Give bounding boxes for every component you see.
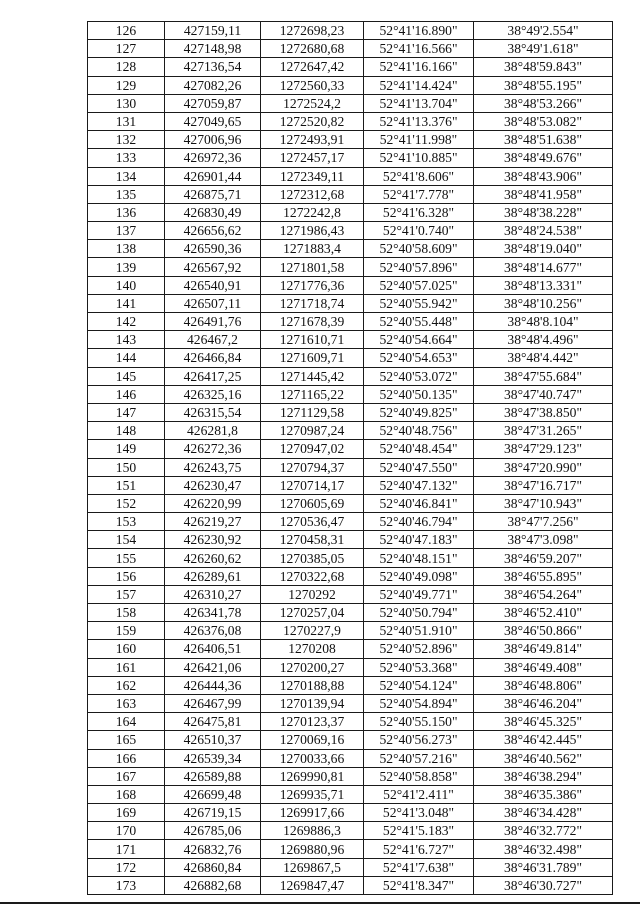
- table-row: [88, 749, 613, 767]
- longitude-cell: 38°47'38.850": [474, 403, 613, 421]
- table-row: [88, 422, 613, 440]
- longitude-cell: 38°47'10.943": [474, 494, 613, 512]
- y-coordinate-cell: 1269990,81: [261, 767, 364, 785]
- longitude-cell: 38°48'41.958": [474, 185, 613, 203]
- table-row: [88, 640, 613, 658]
- x-coordinate-cell: 426860,84: [165, 858, 261, 876]
- point-number-cell: 165: [88, 731, 165, 749]
- latitude-cell: 52°41'16.566": [364, 40, 474, 58]
- longitude-cell: 38°47'3.098": [474, 531, 613, 549]
- x-coordinate-cell: 427148,98: [165, 40, 261, 58]
- y-coordinate-cell: 1271445,42: [261, 367, 364, 385]
- point-number-cell: 153: [88, 513, 165, 531]
- latitude-cell: 52°40'47.132": [364, 476, 474, 494]
- latitude-cell: 52°40'54.124": [364, 676, 474, 694]
- x-coordinate-cell: 426315,54: [165, 403, 261, 421]
- latitude-cell: 52°40'57.896": [364, 258, 474, 276]
- x-coordinate-cell: 427082,26: [165, 76, 261, 94]
- point-number-cell: 142: [88, 313, 165, 331]
- y-coordinate-cell: 1271609,71: [261, 349, 364, 367]
- y-coordinate-cell: 1271776,36: [261, 276, 364, 294]
- longitude-cell: 38°46'35.386": [474, 785, 613, 803]
- table-row: [88, 840, 613, 858]
- longitude-cell: 38°46'49.408": [474, 658, 613, 676]
- y-coordinate-cell: 1272680,68: [261, 40, 364, 58]
- x-coordinate-cell: 426376,08: [165, 622, 261, 640]
- table-row: [88, 622, 613, 640]
- y-coordinate-cell: 1271678,39: [261, 313, 364, 331]
- table-row: [88, 785, 613, 803]
- table-row: [88, 767, 613, 785]
- longitude-cell: 38°48'19.040": [474, 240, 613, 258]
- y-coordinate-cell: 1272457,17: [261, 149, 364, 167]
- longitude-cell: 38°46'50.866": [474, 622, 613, 640]
- y-coordinate-cell: 1271801,58: [261, 258, 364, 276]
- latitude-cell: 52°40'54.664": [364, 331, 474, 349]
- latitude-cell: 52°40'50.794": [364, 604, 474, 622]
- longitude-cell: 38°46'52.410": [474, 604, 613, 622]
- point-number-cell: 136: [88, 203, 165, 221]
- x-coordinate-cell: 426830,49: [165, 203, 261, 221]
- table-row: [88, 458, 613, 476]
- y-coordinate-cell: 1270033,66: [261, 749, 364, 767]
- x-coordinate-cell: 426421,06: [165, 658, 261, 676]
- point-number-cell: 156: [88, 567, 165, 585]
- y-coordinate-cell: 1270200,27: [261, 658, 364, 676]
- table-row: [88, 804, 613, 822]
- table-row: [88, 94, 613, 112]
- table-row: [88, 167, 613, 185]
- x-coordinate-cell: 427049,65: [165, 112, 261, 130]
- x-coordinate-cell: 426417,25: [165, 367, 261, 385]
- x-coordinate-cell: 426719,15: [165, 804, 261, 822]
- x-coordinate-cell: 426491,76: [165, 313, 261, 331]
- y-coordinate-cell: 1272647,42: [261, 58, 364, 76]
- latitude-cell: 52°41'2.411": [364, 785, 474, 803]
- y-coordinate-cell: 1271165,22: [261, 385, 364, 403]
- x-coordinate-cell: 426325,16: [165, 385, 261, 403]
- point-number-cell: 132: [88, 131, 165, 149]
- table-row: [88, 313, 613, 331]
- latitude-cell: 52°41'8.347": [364, 876, 474, 894]
- point-number-cell: 171: [88, 840, 165, 858]
- point-number-cell: 154: [88, 531, 165, 549]
- x-coordinate-cell: 426901,44: [165, 167, 261, 185]
- longitude-cell: 38°47'29.123": [474, 440, 613, 458]
- longitude-cell: 38°47'16.717": [474, 476, 613, 494]
- point-number-cell: 146: [88, 385, 165, 403]
- longitude-cell: 38°46'34.428": [474, 804, 613, 822]
- y-coordinate-cell: 1270385,05: [261, 549, 364, 567]
- latitude-cell: 52°40'50.135": [364, 385, 474, 403]
- y-coordinate-cell: 1270188,88: [261, 676, 364, 694]
- point-number-cell: 143: [88, 331, 165, 349]
- latitude-cell: 52°40'55.448": [364, 313, 474, 331]
- table-row: [88, 658, 613, 676]
- table-row: [88, 149, 613, 167]
- point-number-cell: 129: [88, 76, 165, 94]
- y-coordinate-cell: 1269867,5: [261, 858, 364, 876]
- latitude-cell: 52°41'10.885": [364, 149, 474, 167]
- latitude-cell: 52°40'58.858": [364, 767, 474, 785]
- x-coordinate-cell: 426230,92: [165, 531, 261, 549]
- point-number-cell: 160: [88, 640, 165, 658]
- point-number-cell: 162: [88, 676, 165, 694]
- y-coordinate-cell: 1270227,9: [261, 622, 364, 640]
- latitude-cell: 52°40'53.072": [364, 367, 474, 385]
- y-coordinate-cell: 1270714,17: [261, 476, 364, 494]
- longitude-cell: 38°48'55.195": [474, 76, 613, 94]
- y-coordinate-cell: 1269886,3: [261, 822, 364, 840]
- latitude-cell: 52°41'7.778": [364, 185, 474, 203]
- latitude-cell: 52°41'0.740": [364, 222, 474, 240]
- longitude-cell: 38°48'24.538": [474, 222, 613, 240]
- longitude-cell: 38°48'53.266": [474, 94, 613, 112]
- table-row: [88, 112, 613, 130]
- point-number-cell: 150: [88, 458, 165, 476]
- coordinates-table-body: [88, 22, 613, 895]
- table-row: [88, 549, 613, 567]
- table-row: [88, 440, 613, 458]
- x-coordinate-cell: 426785,06: [165, 822, 261, 840]
- longitude-cell: 38°48'4.496": [474, 331, 613, 349]
- x-coordinate-cell: 426540,91: [165, 276, 261, 294]
- x-coordinate-cell: 426243,75: [165, 458, 261, 476]
- longitude-cell: 38°46'30.727": [474, 876, 613, 894]
- x-coordinate-cell: 426567,92: [165, 258, 261, 276]
- table-row: [88, 222, 613, 240]
- x-coordinate-cell: 426832,76: [165, 840, 261, 858]
- y-coordinate-cell: 1271883,4: [261, 240, 364, 258]
- latitude-cell: 52°40'47.183": [364, 531, 474, 549]
- point-number-cell: 172: [88, 858, 165, 876]
- point-number-cell: 169: [88, 804, 165, 822]
- y-coordinate-cell: 1270257,04: [261, 604, 364, 622]
- longitude-cell: 38°46'38.294": [474, 767, 613, 785]
- y-coordinate-cell: 1272493,91: [261, 131, 364, 149]
- y-coordinate-cell: 1270208: [261, 640, 364, 658]
- point-number-cell: 128: [88, 58, 165, 76]
- longitude-cell: 38°46'32.772": [474, 822, 613, 840]
- y-coordinate-cell: 1270139,94: [261, 694, 364, 712]
- point-number-cell: 141: [88, 294, 165, 312]
- y-coordinate-cell: 1270794,37: [261, 458, 364, 476]
- table-row: [88, 604, 613, 622]
- x-coordinate-cell: 426539,34: [165, 749, 261, 767]
- point-number-cell: 139: [88, 258, 165, 276]
- latitude-cell: 52°41'6.727": [364, 840, 474, 858]
- point-number-cell: 168: [88, 785, 165, 803]
- x-coordinate-cell: 426230,47: [165, 476, 261, 494]
- latitude-cell: 52°40'57.216": [364, 749, 474, 767]
- longitude-cell: 38°46'45.325": [474, 713, 613, 731]
- point-number-cell: 163: [88, 694, 165, 712]
- x-coordinate-cell: 426219,27: [165, 513, 261, 531]
- footer-rule: [0, 902, 640, 904]
- longitude-cell: 38°49'1.618": [474, 40, 613, 58]
- point-number-cell: 144: [88, 349, 165, 367]
- point-number-cell: 170: [88, 822, 165, 840]
- table-row: [88, 22, 613, 40]
- latitude-cell: 52°41'3.048": [364, 804, 474, 822]
- y-coordinate-cell: 1271986,43: [261, 222, 364, 240]
- point-number-cell: 135: [88, 185, 165, 203]
- latitude-cell: 52°41'13.376": [364, 112, 474, 130]
- y-coordinate-cell: 1270536,47: [261, 513, 364, 531]
- y-coordinate-cell: 1271610,71: [261, 331, 364, 349]
- table-row: [88, 567, 613, 585]
- latitude-cell: 52°40'56.273": [364, 731, 474, 749]
- table-row: [88, 276, 613, 294]
- longitude-cell: 38°48'4.442": [474, 349, 613, 367]
- latitude-cell: 52°41'6.328": [364, 203, 474, 221]
- longitude-cell: 38°48'14.677": [474, 258, 613, 276]
- longitude-cell: 38°46'49.814": [474, 640, 613, 658]
- latitude-cell: 52°40'57.025": [364, 276, 474, 294]
- x-coordinate-cell: 426475,81: [165, 713, 261, 731]
- y-coordinate-cell: 1272520,82: [261, 112, 364, 130]
- y-coordinate-cell: 1270322,68: [261, 567, 364, 585]
- longitude-cell: 38°48'10.256": [474, 294, 613, 312]
- point-number-cell: 130: [88, 94, 165, 112]
- point-number-cell: 127: [88, 40, 165, 58]
- latitude-cell: 52°41'11.998": [364, 131, 474, 149]
- table-row: [88, 349, 613, 367]
- x-coordinate-cell: 426272,36: [165, 440, 261, 458]
- x-coordinate-cell: 426289,61: [165, 567, 261, 585]
- latitude-cell: 52°40'48.756": [364, 422, 474, 440]
- table-row: [88, 331, 613, 349]
- point-number-cell: 166: [88, 749, 165, 767]
- longitude-cell: 38°46'54.264": [474, 585, 613, 603]
- x-coordinate-cell: 426590,36: [165, 240, 261, 258]
- x-coordinate-cell: 427136,54: [165, 58, 261, 76]
- longitude-cell: 38°48'51.638": [474, 131, 613, 149]
- latitude-cell: 52°40'46.841": [364, 494, 474, 512]
- latitude-cell: 52°40'48.151": [364, 549, 474, 567]
- x-coordinate-cell: 426589,88: [165, 767, 261, 785]
- point-number-cell: 148: [88, 422, 165, 440]
- table-row: [88, 131, 613, 149]
- point-number-cell: 152: [88, 494, 165, 512]
- longitude-cell: 38°47'7.256": [474, 513, 613, 531]
- x-coordinate-cell: 426220,99: [165, 494, 261, 512]
- x-coordinate-cell: 426972,36: [165, 149, 261, 167]
- longitude-cell: 38°46'31.789": [474, 858, 613, 876]
- table-row: [88, 240, 613, 258]
- y-coordinate-cell: 1270458,31: [261, 531, 364, 549]
- longitude-cell: 38°47'31.265": [474, 422, 613, 440]
- point-number-cell: 126: [88, 22, 165, 40]
- point-number-cell: 145: [88, 367, 165, 385]
- point-number-cell: 133: [88, 149, 165, 167]
- table-row: [88, 40, 613, 58]
- table-row: [88, 476, 613, 494]
- point-number-cell: 164: [88, 713, 165, 731]
- latitude-cell: 52°40'49.098": [364, 567, 474, 585]
- y-coordinate-cell: 1271718,74: [261, 294, 364, 312]
- y-coordinate-cell: 1270123,37: [261, 713, 364, 731]
- table-row: [88, 513, 613, 531]
- x-coordinate-cell: 426875,71: [165, 185, 261, 203]
- x-coordinate-cell: 426341,78: [165, 604, 261, 622]
- y-coordinate-cell: 1269917,66: [261, 804, 364, 822]
- latitude-cell: 52°40'52.896": [364, 640, 474, 658]
- latitude-cell: 52°40'55.942": [364, 294, 474, 312]
- point-number-cell: 157: [88, 585, 165, 603]
- y-coordinate-cell: 1272349,11: [261, 167, 364, 185]
- y-coordinate-cell: 1272524,2: [261, 94, 364, 112]
- table-row: [88, 676, 613, 694]
- point-number-cell: 149: [88, 440, 165, 458]
- longitude-cell: 38°49'2.554": [474, 22, 613, 40]
- latitude-cell: 52°41'5.183": [364, 822, 474, 840]
- longitude-cell: 38°46'46.204": [474, 694, 613, 712]
- table-row: [88, 822, 613, 840]
- latitude-cell: 52°40'49.771": [364, 585, 474, 603]
- latitude-cell: 52°41'13.704": [364, 94, 474, 112]
- y-coordinate-cell: 1269935,71: [261, 785, 364, 803]
- y-coordinate-cell: 1272242,8: [261, 203, 364, 221]
- point-number-cell: 131: [88, 112, 165, 130]
- latitude-cell: 52°41'16.890": [364, 22, 474, 40]
- latitude-cell: 52°40'54.653": [364, 349, 474, 367]
- x-coordinate-cell: 427006,96: [165, 131, 261, 149]
- table-row: [88, 76, 613, 94]
- table-row: [88, 531, 613, 549]
- table-row: [88, 58, 613, 76]
- x-coordinate-cell: 426467,2: [165, 331, 261, 349]
- longitude-cell: 38°46'32.498": [474, 840, 613, 858]
- point-number-cell: 167: [88, 767, 165, 785]
- latitude-cell: 52°41'14.424": [364, 76, 474, 94]
- x-coordinate-cell: 426260,62: [165, 549, 261, 567]
- longitude-cell: 38°47'20.990": [474, 458, 613, 476]
- latitude-cell: 52°41'7.638": [364, 858, 474, 876]
- y-coordinate-cell: 1270605,69: [261, 494, 364, 512]
- latitude-cell: 52°41'16.166": [364, 58, 474, 76]
- longitude-cell: 38°48'49.676": [474, 149, 613, 167]
- x-coordinate-cell: 427159,11: [165, 22, 261, 40]
- latitude-cell: 52°40'46.794": [364, 513, 474, 531]
- table-row: [88, 694, 613, 712]
- longitude-cell: 38°46'59.207": [474, 549, 613, 567]
- latitude-cell: 52°40'49.825": [364, 403, 474, 421]
- x-coordinate-cell: 426656,62: [165, 222, 261, 240]
- latitude-cell: 52°40'55.150": [364, 713, 474, 731]
- x-coordinate-cell: 426281,8: [165, 422, 261, 440]
- x-coordinate-cell: 426699,48: [165, 785, 261, 803]
- point-number-cell: 161: [88, 658, 165, 676]
- latitude-cell: 52°41'8.606": [364, 167, 474, 185]
- table-row: [88, 876, 613, 894]
- table-row: [88, 403, 613, 421]
- point-number-cell: 138: [88, 240, 165, 258]
- point-number-cell: 173: [88, 876, 165, 894]
- longitude-cell: 38°46'55.895": [474, 567, 613, 585]
- table-row: [88, 258, 613, 276]
- y-coordinate-cell: 1270069,16: [261, 731, 364, 749]
- coordinates-table: [87, 21, 613, 895]
- table-row: [88, 185, 613, 203]
- y-coordinate-cell: 1270987,24: [261, 422, 364, 440]
- latitude-cell: 52°40'58.609": [364, 240, 474, 258]
- y-coordinate-cell: 1269847,47: [261, 876, 364, 894]
- longitude-cell: 38°48'53.082": [474, 112, 613, 130]
- longitude-cell: 38°47'55.684": [474, 367, 613, 385]
- longitude-cell: 38°48'38.228": [474, 203, 613, 221]
- x-coordinate-cell: 426466,84: [165, 349, 261, 367]
- y-coordinate-cell: 1271129,58: [261, 403, 364, 421]
- table-row: [88, 585, 613, 603]
- point-number-cell: 159: [88, 622, 165, 640]
- point-number-cell: 158: [88, 604, 165, 622]
- table-row: [88, 367, 613, 385]
- latitude-cell: 52°40'53.368": [364, 658, 474, 676]
- table-row: [88, 203, 613, 221]
- x-coordinate-cell: 426510,37: [165, 731, 261, 749]
- x-coordinate-cell: 426406,51: [165, 640, 261, 658]
- latitude-cell: 52°40'48.454": [364, 440, 474, 458]
- table-row: [88, 731, 613, 749]
- point-number-cell: 134: [88, 167, 165, 185]
- x-coordinate-cell: 426882,68: [165, 876, 261, 894]
- y-coordinate-cell: 1270292: [261, 585, 364, 603]
- latitude-cell: 52°40'54.894": [364, 694, 474, 712]
- latitude-cell: 52°40'47.550": [364, 458, 474, 476]
- longitude-cell: 38°46'42.445": [474, 731, 613, 749]
- longitude-cell: 38°48'8.104": [474, 313, 613, 331]
- table-row: [88, 385, 613, 403]
- point-number-cell: 151: [88, 476, 165, 494]
- x-coordinate-cell: 427059,87: [165, 94, 261, 112]
- longitude-cell: 38°46'48.806": [474, 676, 613, 694]
- longitude-cell: 38°47'40.747": [474, 385, 613, 403]
- x-coordinate-cell: 426507,11: [165, 294, 261, 312]
- y-coordinate-cell: 1269880,96: [261, 840, 364, 858]
- table-row: [88, 858, 613, 876]
- y-coordinate-cell: 1272560,33: [261, 76, 364, 94]
- table-row: [88, 294, 613, 312]
- point-number-cell: 140: [88, 276, 165, 294]
- y-coordinate-cell: 1270947,02: [261, 440, 364, 458]
- x-coordinate-cell: 426444,36: [165, 676, 261, 694]
- longitude-cell: 38°46'40.562": [474, 749, 613, 767]
- latitude-cell: 52°40'51.910": [364, 622, 474, 640]
- table-row: [88, 494, 613, 512]
- longitude-cell: 38°48'43.906": [474, 167, 613, 185]
- y-coordinate-cell: 1272698,23: [261, 22, 364, 40]
- x-coordinate-cell: 426310,27: [165, 585, 261, 603]
- point-number-cell: 155: [88, 549, 165, 567]
- point-number-cell: 147: [88, 403, 165, 421]
- point-number-cell: 137: [88, 222, 165, 240]
- y-coordinate-cell: 1272312,68: [261, 185, 364, 203]
- longitude-cell: 38°48'59.843": [474, 58, 613, 76]
- table-row: [88, 713, 613, 731]
- x-coordinate-cell: 426467,99: [165, 694, 261, 712]
- longitude-cell: 38°48'13.331": [474, 276, 613, 294]
